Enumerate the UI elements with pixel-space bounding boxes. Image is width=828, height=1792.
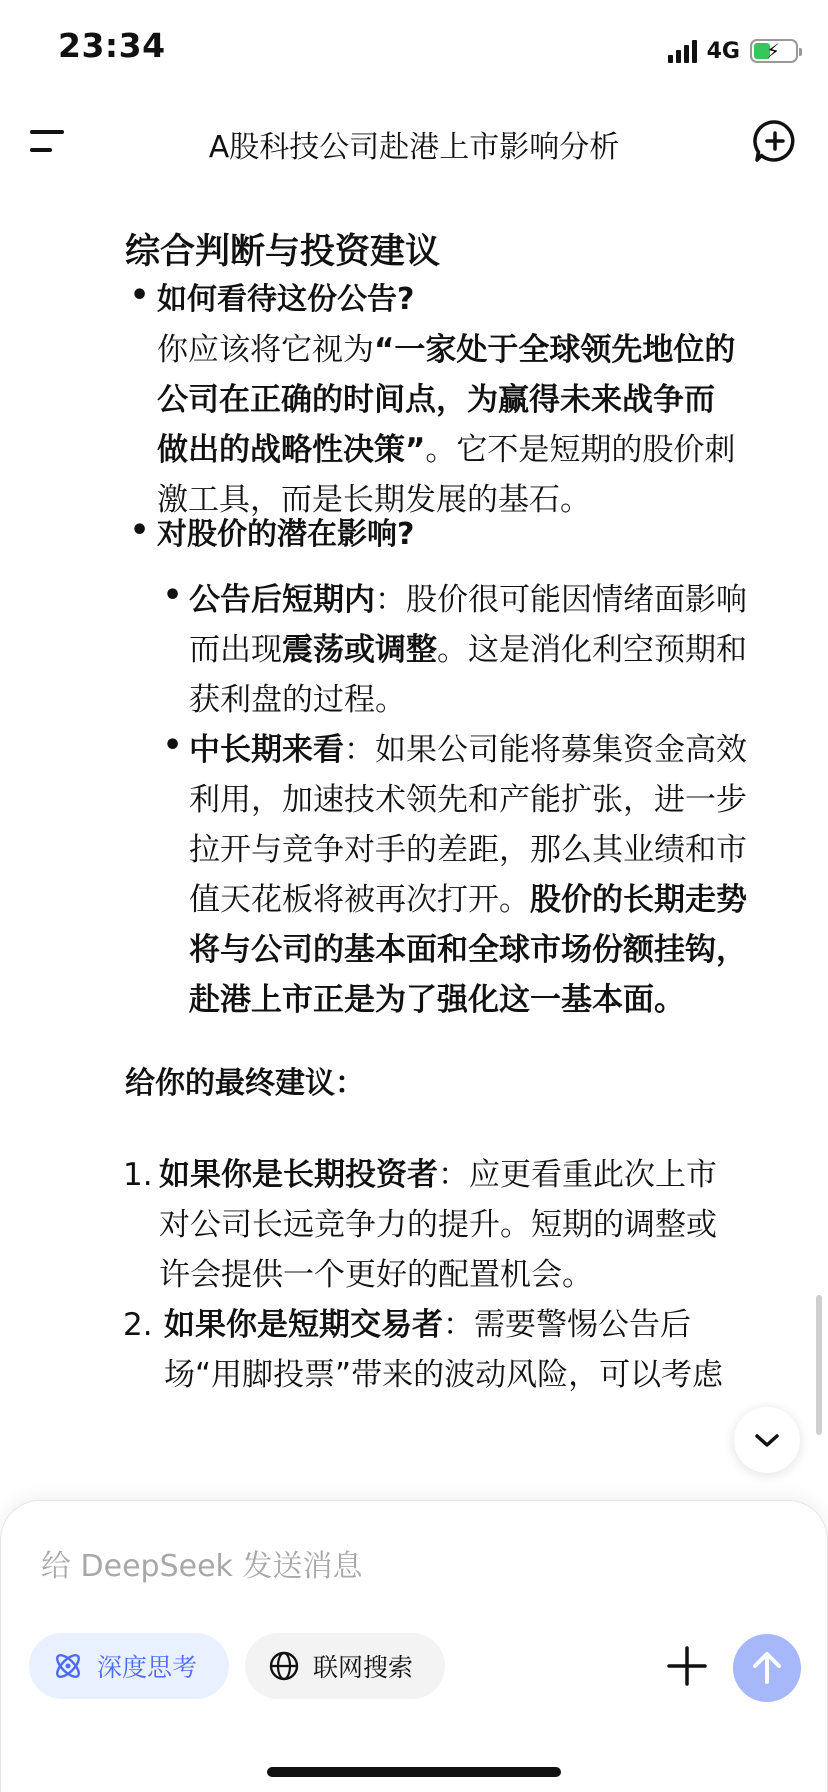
status-indicators <box>668 36 798 66</box>
paragraph-line: 公司在正确的时间点，为赢得未来战争而 <box>157 382 715 418</box>
paragraph-line: 赴港上市正是为了强化这一基本面。 <box>189 982 685 1018</box>
deep-think-label: 深度思考 <box>97 1653 198 1682</box>
battery-icon: ⚡ <box>750 39 798 63</box>
scroll-to-bottom-button[interactable] <box>734 1407 800 1473</box>
bullet-dot: • <box>130 513 150 548</box>
paragraph-line: 许会提供一个更好的配置机会。 <box>159 1257 593 1293</box>
paragraph-line: 如果你是长期投资者：应更看重此次上市 <box>159 1157 717 1193</box>
bullet-title: 对股价的潜在影响? <box>157 517 415 552</box>
section-heading: 综合判断与投资建议 <box>125 232 441 272</box>
paragraph-line: 而出现震荡或调整。这是消化利空预期和 <box>189 632 747 668</box>
paragraph-line: 做出的战略性决策”。它不是短期的股价刺 <box>157 432 736 468</box>
chevron-down-icon <box>734 1407 800 1473</box>
list-number: 2. <box>123 1307 153 1343</box>
paragraph-line: 激工具，而是长期发展的基石。 <box>157 482 591 518</box>
paragraph-line: 你应该将它视为“一家处于全球领先地位的 <box>157 332 736 368</box>
bullet-dot: • <box>163 728 183 763</box>
status-bar <box>0 0 828 100</box>
web-search-label: 联网搜索 <box>313 1653 414 1682</box>
globe-icon <box>267 1649 301 1683</box>
deep-think-toggle[interactable] <box>29 1633 229 1699</box>
home-indicator <box>267 1767 561 1777</box>
paragraph-line: 利用，加速技术领先和产能扩张，进一步 <box>189 782 747 818</box>
paragraph-line: 将与公司的基本面和全球市场份额挂钩， <box>189 932 747 968</box>
paragraph-line: 值天花板将被再次打开。股价的长期走势 <box>189 882 747 918</box>
network-type: 4G <box>706 38 740 64</box>
send-button[interactable] <box>733 1634 801 1702</box>
plus-icon[interactable] <box>659 1638 715 1694</box>
bullet-title: 如何看待这份公告? <box>157 282 415 317</box>
cellular-signal-icon <box>668 39 697 63</box>
new-chat-icon[interactable] <box>752 118 798 164</box>
paragraph-line: 公告后短期内：股价很可能因情绪面影响 <box>189 582 747 618</box>
conversation-title: A股科技公司赴港上市影响分析 <box>208 130 620 165</box>
bullet-dot: • <box>163 578 183 613</box>
scrollbar[interactable] <box>816 1295 822 1435</box>
message-composer <box>0 1500 828 1792</box>
final-advice-heading: 给你的最终建议： <box>125 1066 365 1101</box>
message-input[interactable] <box>41 1541 781 1591</box>
paragraph-line: 拉开与竞争对手的差距，那么其业绩和市 <box>189 832 747 868</box>
paragraph-line: 场“用脚投票”带来的波动风险，可以考虑 <box>164 1357 724 1393</box>
web-search-toggle[interactable] <box>245 1633 445 1699</box>
arrow-up-icon <box>733 1634 801 1702</box>
paragraph-line: 对公司长远竞争力的提升。短期的调整或 <box>159 1207 717 1243</box>
paragraph-line: 中长期来看：如果公司能将募集资金高效 <box>189 732 747 768</box>
paragraph-line: 如果你是短期交易者：需要警惕公告后 <box>164 1307 691 1343</box>
assistant-message <box>0 180 828 1500</box>
list-number: 1. <box>123 1157 153 1193</box>
status-time: 23:34 <box>58 26 166 65</box>
bullet-dot: • <box>130 278 150 313</box>
top-nav <box>0 100 828 180</box>
atom-icon <box>51 1649 85 1683</box>
paragraph-line: 获利盘的过程。 <box>189 682 406 718</box>
